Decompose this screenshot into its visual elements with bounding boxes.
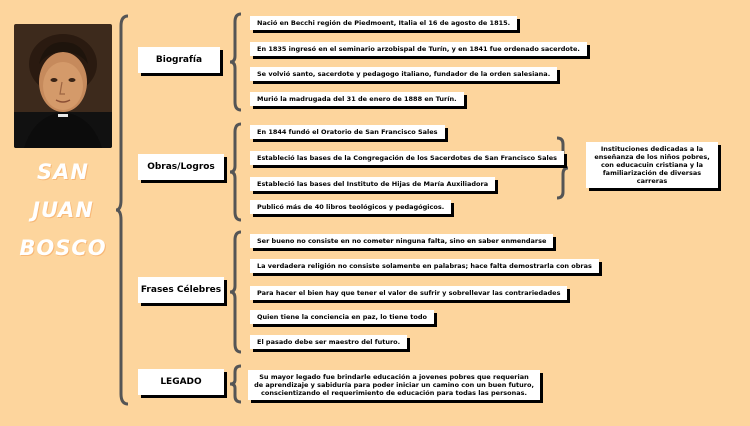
frase-item: El pasado debe ser maestro del futuro. (250, 335, 407, 349)
frase-item: Para hacer el bien hay que tener el valor de sufrir y sobrellevar las contrariedades (250, 286, 567, 300)
biografia-item: Se volvió santo, sacerdote y pedagogo italiano, fundador de la orden salesiana. (250, 67, 557, 81)
legado-text: Su mayor legado fue brindarle educación a jovenes pobres que requerian de aprendizaje y sabiduría para poder iniciar un camino con un buen futuro, conscientizando el requerimiento de educación para todas las personas. (248, 370, 540, 400)
bracket-legado (228, 364, 244, 404)
bracket-frases (228, 230, 244, 354)
frase-item: Ser bueno no consiste en no cometer ninguna falta, sino en saber enmendarse (250, 234, 553, 248)
title-word-juan: JUAN (32, 198, 94, 222)
category-obras: Obras/Logros (138, 154, 224, 180)
category-legado: LEGADO (138, 369, 224, 395)
bracket-obras-detail (554, 136, 570, 200)
obras-item: Estableció las bases de la Congregación de los Sacerdotes de San Francisco Sales (250, 151, 564, 165)
main-bracket (114, 14, 134, 406)
obras-item: En 1844 fundó el Oratorio de San Francisco Sales (250, 125, 445, 139)
category-frases: Frases Célebres (138, 277, 224, 303)
title-word-san: SAN (37, 160, 89, 184)
biografia-item: En 1835 ingresó en el seminario arzobispal de Turín, y en 1841 fue ordenado sacerdote. (250, 42, 587, 56)
obras-item: Publicó más de 40 libros teológicos y pedagógicos. (250, 200, 451, 214)
obras-item: Estableció las bases del Instituto de Hijas de María Auxiliadora (250, 177, 495, 191)
bracket-obras (228, 122, 244, 222)
bracket-biografia (228, 12, 244, 112)
title-word-bosco: BOSCO (19, 236, 107, 260)
frase-item: Quien tiene la conciencia en paz, lo tiene todo (250, 310, 434, 324)
portrait-image (14, 24, 112, 148)
frase-item: La verdadera religión no consiste solamente en palabras; hace falta demostrarla con obras (250, 259, 599, 273)
biografia-item: Nació en Becchi región de Piedmoent, Italia el 16 de agosto de 1815. (250, 16, 517, 30)
obras-detail: Instituciones dedicadas a la enseñanza de los niños pobres, con educacuin cristiana y la familiarización de diversas carreras (586, 142, 718, 188)
biografia-item: Murió la madrugada del 31 de enero de 1888 en Turín. (250, 92, 464, 106)
category-biografia: Biografía (138, 47, 220, 73)
